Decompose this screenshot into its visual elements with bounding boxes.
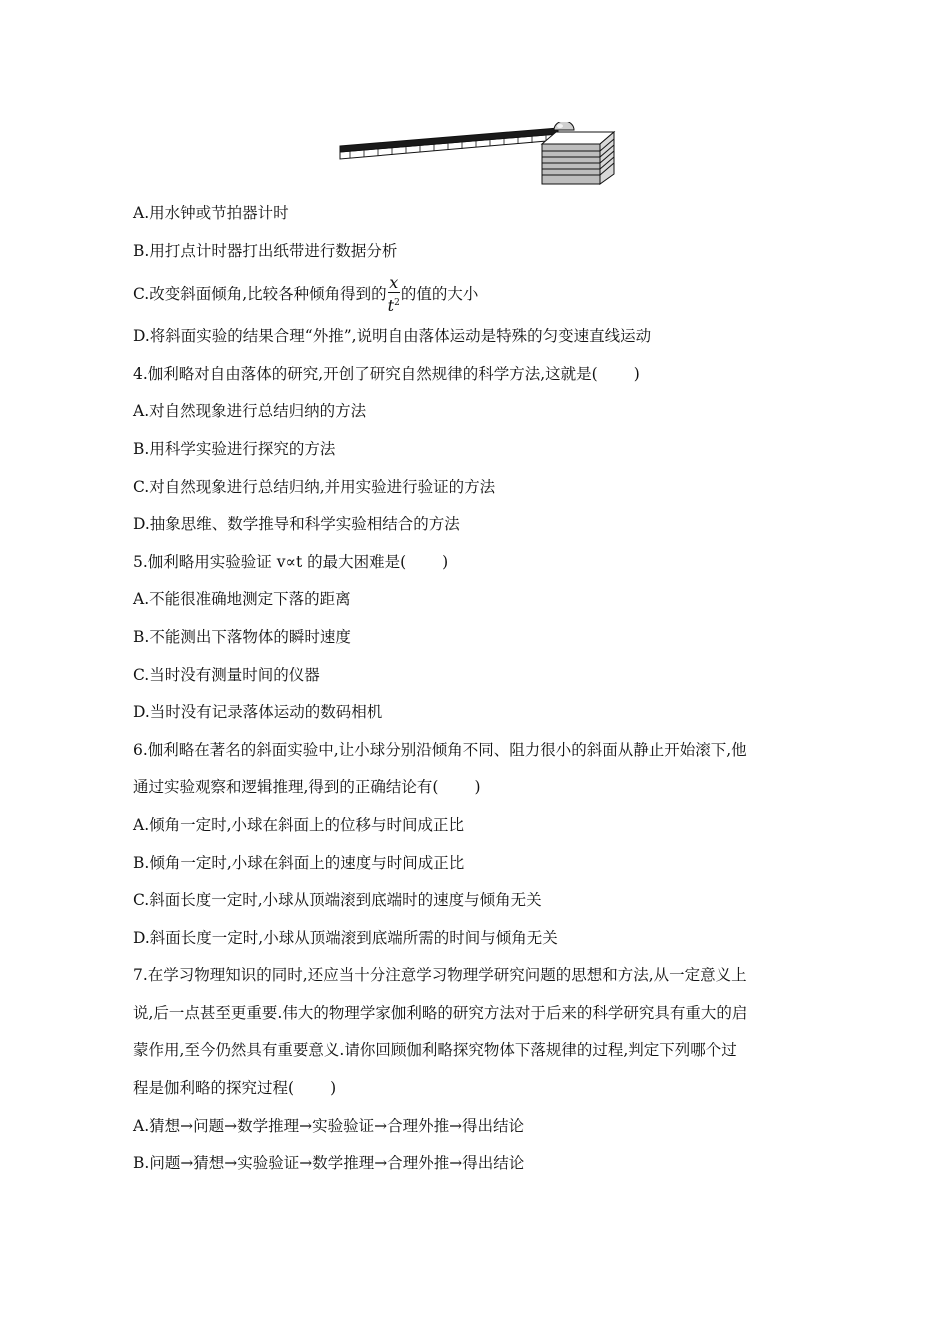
q7-option-b: B.问题→猜想→实验验证→数学推理→合理外推→得出结论: [133, 1154, 525, 1173]
ball: [554, 122, 574, 130]
q5-stem: [133, 544, 823, 582]
q3-option-b: B.用打点计时器打出纸带进行数据分析: [133, 241, 398, 260]
q6-stem-end: ): [474, 778, 481, 797]
q6-option-b: B.倾角一定时,小球在斜面上的速度与时间成正比: [133, 853, 465, 872]
q4-option-c: C.对自然现象进行总结归纳,并用实验进行验证的方法: [133, 477, 496, 496]
q4-option-d: D.抽象思维、数学推导和科学实验相结合的方法: [133, 515, 460, 534]
q4-option-a: A.对自然现象进行总结归纳的方法: [133, 402, 367, 421]
q7-stem-line-4: [133, 1070, 823, 1108]
q5-stem-text: 5.伽利略用实验验证 v∝t 的最大困难是(: [133, 552, 407, 571]
q3-option-c: [133, 264, 823, 324]
q6-option-d: D.斜面长度一定时,小球从顶端滚到底端所需的时间与倾角无关: [133, 928, 558, 947]
fraction-numerator: x: [389, 273, 399, 293]
q7-stem-line-3: 蒙作用,至今仍然具有重要意义.请你回顾伽利略探究物体下落规律的过程,判定下列哪个过: [133, 1041, 737, 1060]
q5-stem-end: ): [442, 552, 449, 571]
q7-stem-line-2: 说,后一点甚至更重要.伟大的物理学家伽利略的研究方法对于后来的科学研究具有重大的启: [133, 1003, 748, 1022]
q6-stem-line-2: [133, 769, 823, 807]
q5-option-a: A.不能很准确地测定下落的距离: [133, 590, 351, 609]
q6-option-a: A.倾角一定时,小球在斜面上的位移与时间成正比: [133, 815, 465, 834]
inclined-plane-figure: [336, 122, 618, 186]
question-content: [133, 195, 823, 1183]
q4-stem-end: ): [633, 364, 640, 383]
q7-stem-text: 程是伽利略的探究过程(: [133, 1079, 295, 1098]
q6-stem-line-1: 6.伽利略在著名的斜面实验中,让小球分别沿倾角不同、阻力很小的斜面从静止开始滚下,他: [133, 740, 747, 759]
q4-stem-text: 4.伽利略对自由落体的研究,开创了研究自然规律的科学方法,这就是(: [133, 364, 598, 383]
q6-stem-text: 通过实验观察和逻辑推理,得到的正确结论有(: [133, 778, 439, 797]
q3-option-c-prefix: C.改变斜面倾角,比较各种倾角得到的: [133, 285, 387, 304]
q3-option-a: A.用水钟或节拍器计时: [133, 204, 289, 222]
q5-option-d: D.当时没有记录落体运动的数码相机: [133, 703, 383, 722]
fraction-denominator: [388, 293, 400, 316]
q5-option-b: B.不能测出下落物体的瞬时速度: [133, 627, 351, 646]
block-support: [542, 132, 614, 184]
q4-option-b: B.用科学实验进行探究的方法: [133, 439, 336, 458]
fraction-x-over-t-squared: [388, 274, 400, 316]
q3-option-d: D.将斜面实验的结果合理“外推”,说明自由落体运动是特殊的匀变速直线运动: [133, 327, 652, 346]
q3-option-c-suffix: 的值的大小: [400, 285, 479, 304]
fraction-denominator-exponent: 2: [394, 298, 400, 309]
q7-stem-line-1: 7.在学习物理知识的同时,还应当十分注意学习物理学研究问题的思想和方法,从一定意义上: [133, 966, 747, 985]
fraction-denominator-base: t: [387, 296, 395, 316]
q4-stem: [133, 356, 823, 394]
inclined-board: [340, 128, 558, 159]
q5-option-c: C.当时没有测量时间的仪器: [133, 665, 320, 684]
q7-option-a: A.猜想→问题→数学推理→实验验证→合理外推→得出结论: [133, 1116, 525, 1135]
q6-option-c: C.斜面长度一定时,小球从顶端滚到底端时的速度与倾角无关: [133, 891, 542, 910]
q7-stem-end: ): [330, 1079, 337, 1098]
